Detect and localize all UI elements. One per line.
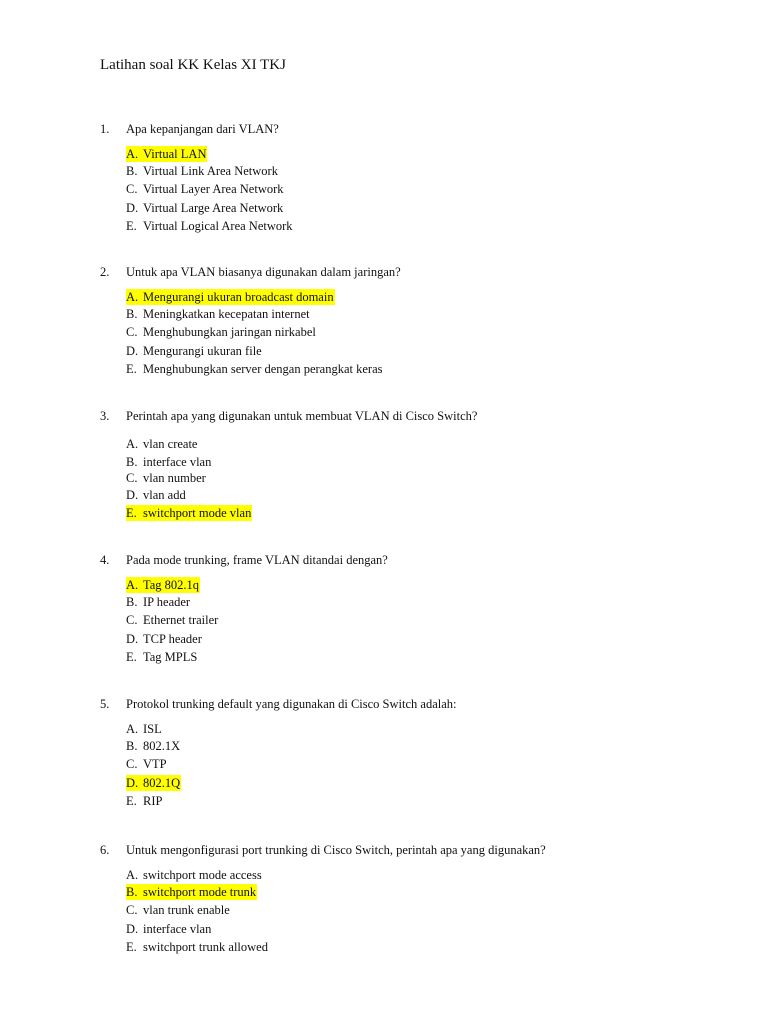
answer-option — [126, 921, 211, 937]
answer-option — [126, 200, 283, 216]
question-text: Untuk mengonfigurasi port trunking di Cisco Switch, perintah apa yang digunakan? — [126, 843, 546, 857]
question-text: Protokol trunking default yang digunakan di Cisco Switch adalah: — [126, 697, 457, 711]
answer-option-highlighted — [126, 289, 335, 305]
answer-option — [126, 631, 202, 647]
question-number: 4. — [100, 553, 110, 567]
option-text: Virtual LAN — [143, 147, 207, 161]
option-text: Virtual Layer Area Network — [143, 182, 284, 196]
option-letter: D. — [126, 776, 139, 790]
option-letter: C. — [126, 471, 138, 485]
answer-option-highlighted — [126, 775, 181, 791]
option-letter: C. — [126, 757, 138, 771]
answer-option — [126, 793, 162, 809]
option-text: switchport mode vlan — [143, 506, 252, 520]
option-letter: B. — [126, 885, 138, 899]
option-letter: D. — [126, 201, 139, 215]
answer-option — [126, 738, 180, 754]
answer-option — [126, 343, 262, 359]
option-text: switchport mode access — [143, 868, 262, 882]
option-text: ISL — [143, 722, 162, 736]
answer-option — [126, 306, 310, 322]
document-title: Latihan soal KK Kelas XI TKJ — [100, 57, 286, 73]
option-text: vlan create — [143, 437, 198, 451]
answer-option — [126, 454, 211, 470]
option-text: Mengurangi ukuran file — [143, 344, 262, 358]
option-text: 802.1Q — [143, 776, 181, 790]
option-letter: B. — [126, 595, 138, 609]
option-letter: E. — [126, 219, 137, 233]
option-text: Tag MPLS — [143, 650, 198, 664]
answer-option — [126, 324, 316, 340]
answer-option — [126, 361, 383, 377]
option-letter: C. — [126, 613, 138, 627]
option-text: TCP header — [143, 632, 202, 646]
question-text: Pada mode trunking, frame VLAN ditandai dengan? — [126, 553, 388, 567]
option-text: interface vlan — [143, 455, 212, 469]
option-letter: C. — [126, 325, 138, 339]
option-letter: D. — [126, 344, 139, 358]
answer-option — [126, 721, 162, 737]
answer-option — [126, 218, 293, 234]
option-letter: B. — [126, 164, 138, 178]
option-letter: A. — [126, 722, 139, 736]
answer-option — [126, 612, 218, 628]
option-text: IP header — [143, 595, 191, 609]
option-letter: B. — [126, 455, 138, 469]
option-text: Meningkatkan kecepatan internet — [143, 307, 310, 321]
option-letter: E. — [126, 794, 137, 808]
option-letter: A. — [126, 437, 139, 451]
answer-option — [126, 902, 230, 918]
option-text: vlan add — [143, 488, 186, 502]
answer-option — [126, 163, 278, 179]
option-text: Virtual Link Area Network — [143, 164, 278, 178]
option-letter: A. — [126, 868, 139, 882]
answer-option — [126, 756, 167, 772]
option-letter: A. — [126, 147, 139, 161]
answer-option-highlighted — [126, 146, 207, 162]
option-text: Mengurangi ukuran broadcast domain — [143, 290, 334, 304]
answer-option-highlighted — [126, 884, 257, 900]
option-text: RIP — [143, 794, 163, 808]
option-text: interface vlan — [143, 922, 212, 936]
option-text: Tag 802.1q — [143, 578, 200, 592]
option-text: Ethernet trailer — [143, 613, 219, 627]
question-number: 1. — [100, 122, 110, 136]
option-text: vlan number — [143, 471, 206, 485]
question-number: 5. — [100, 697, 110, 711]
question-text: Apa kepanjangan dari VLAN? — [126, 122, 279, 136]
option-letter: E. — [126, 362, 137, 376]
answer-option-highlighted — [126, 505, 252, 521]
option-letter: C. — [126, 182, 138, 196]
option-text: vlan trunk enable — [143, 903, 230, 917]
answer-option — [126, 939, 268, 955]
question-number: 6. — [100, 843, 110, 857]
answer-option — [126, 470, 206, 486]
question-text: Perintah apa yang digunakan untuk membuat VLAN di Cisco Switch? — [126, 409, 478, 423]
option-letter: E. — [126, 650, 137, 664]
option-letter: A. — [126, 290, 139, 304]
option-letter: E. — [126, 506, 137, 520]
answer-option — [126, 487, 186, 503]
answer-option-highlighted — [126, 577, 200, 593]
option-text: 802.1X — [143, 739, 181, 753]
option-letter: C. — [126, 903, 138, 917]
option-text: Menghubungkan server dengan perangkat keras — [143, 362, 383, 376]
question-text: Untuk apa VLAN biasanya digunakan dalam jaringan? — [126, 265, 401, 279]
option-letter: A. — [126, 578, 139, 592]
option-letter: E. — [126, 940, 137, 954]
option-letter: D. — [126, 632, 139, 646]
answer-option — [126, 649, 197, 665]
option-text: VTP — [143, 757, 167, 771]
option-letter: D. — [126, 488, 139, 502]
option-letter: B. — [126, 307, 138, 321]
answer-option — [126, 594, 190, 610]
option-letter: B. — [126, 739, 138, 753]
question-number: 3. — [100, 409, 110, 423]
option-text: switchport mode trunk — [143, 885, 257, 899]
answer-option — [126, 436, 197, 452]
option-text: Menghubungkan jaringan nirkabel — [143, 325, 316, 339]
option-text: switchport trunk allowed — [143, 940, 268, 954]
answer-option — [126, 181, 284, 197]
question-number: 2. — [100, 265, 110, 279]
option-letter: D. — [126, 922, 139, 936]
option-text: Virtual Large Area Network — [143, 201, 284, 215]
answer-option — [126, 867, 262, 883]
option-text: Virtual Logical Area Network — [143, 219, 293, 233]
